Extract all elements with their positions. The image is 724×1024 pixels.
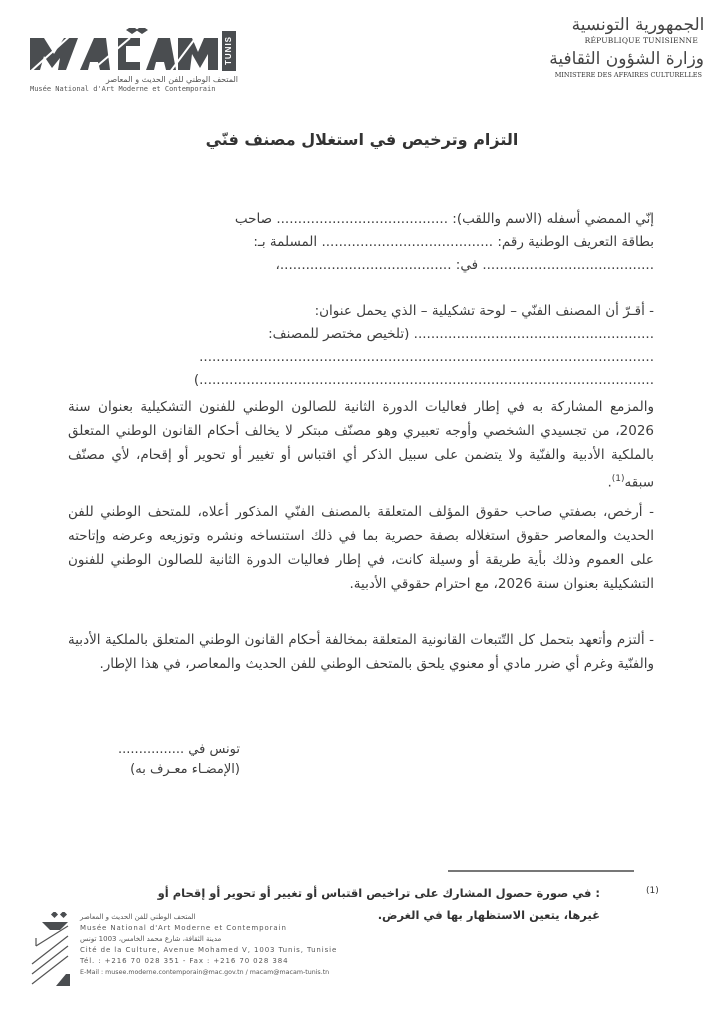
signature-block xyxy=(80,740,240,780)
ministry-arabic: وزارة الشؤون الثقافية xyxy=(549,49,704,69)
artwork-title-line: - أقـرّ أن المصنف الفنّي – لوحة تشكيلية – الذي يحمل عنوان: xyxy=(314,303,654,319)
footer-email: E-Mail : musee.moderne.contemporain@mac.gov.tn / macam@macam-tunis.tn xyxy=(80,969,330,976)
footer-contact xyxy=(80,912,342,978)
signature-place-date: تونس في ................ xyxy=(118,742,240,757)
footer-arabic-name: المتحف الوطني للفن الحديث و المعاصر xyxy=(80,913,196,921)
footer xyxy=(30,912,338,1002)
footnote-divider xyxy=(448,870,634,872)
footnote-text: : في صورة حصول المشارك على تراخيص اقتباس أو تغيير أو تحوير أو إقحام أو غيرها، يتعين الاستظهار بها في الغرض. xyxy=(157,886,600,922)
document-title: التزام وترخيص في استغلال مصنف فنّي xyxy=(205,130,519,149)
clause-1-text: والمزمع المشاركة به في إطار فعاليات الدورة الثانية للصالون الوطني للفنون التشكيلية بعنوان سنة 2026، من تجسيدي الشخصي وأوجه تعبيري وهو مصنّف مبتكر لا يخالف أحكام القانون الوطني المتعلق بالملكية الأدبية والفنّية ولا يتضمن على سبيل الذكر أي اقتباس أو تغيير أو تحوير أو إقحام، لأي مصنّف سبقه xyxy=(68,399,654,491)
id-card-field-line: بطاقة التعريف الوطنية رقم: ........................................ المسلمة بـ: xyxy=(253,234,654,250)
footnote-ref: (1) xyxy=(611,474,625,484)
artwork-summary-line-3: ..........................................................................................................) xyxy=(193,372,654,388)
republic-french: RÉPUBLIQUE TUNISIENNE xyxy=(584,36,698,45)
tunis-badge: TUNIS xyxy=(222,31,236,71)
footer-phone-fax: Tél. : +216 70 028 351 - Fax : +216 70 028 384 xyxy=(80,957,289,965)
museum-name-french: Musée National d'Art Moderne et Contemporain xyxy=(30,85,216,93)
macam-emblem-icon xyxy=(30,912,70,990)
clause-3-paragraph: - ألتزم وأتعهد بتحمل كل التّتبعات القانونية المتعلقة بمخالفة أحكام القانون الوطني المتعلق بالملكية الأدبية والفنّية وغرم أي ضرر مادي أو معنوي يلحق بالمتحف الوطني للفن الحديث والمعاصر، في هذا الإطار. xyxy=(68,632,654,672)
period: . xyxy=(607,474,612,491)
footer-french-name: Musée National d'Art Moderne et Contemporain xyxy=(80,924,287,932)
footer-french-address: Cité de la Culture, Avenue Mohamed V, 1003 Tunis, Tunisie xyxy=(80,946,338,954)
intro-section xyxy=(68,208,654,277)
footnote-number: (1) xyxy=(646,886,659,896)
artwork-summary-line: ........................................................ (تلخيص مختصر للمصنف: xyxy=(268,326,654,342)
issued-field-line: ........................................ في: ........................................، xyxy=(275,257,654,273)
footer-arabic-address: مدينة الثقافة، شارع محمد الخامس، 1003 تونس xyxy=(80,935,222,943)
clause-1-paragraph xyxy=(68,395,654,495)
name-field-line: إنّي الممضي أسفله (الاسم واللقب): ........................................ صاحب xyxy=(234,211,654,227)
signature-note: (الإمضـاء معـرف به) xyxy=(130,762,240,777)
artwork-summary-line-2: .......................................................................................................... xyxy=(199,349,654,365)
clause-1-fields xyxy=(68,300,654,392)
macam-wordmark-icon xyxy=(30,28,220,72)
republic-arabic: الجمهورية التونسية xyxy=(571,15,705,35)
ministry-french: MINISTERE DES AFFAIRES CULTURELLES xyxy=(554,71,702,79)
clause-2-paragraph: - أرخص، بصفتي صاحب حقوق المؤلف المتعلقة بالمصنف الفنّي المذكور أعلاه، للمتحف الوطني للفن الحديث والمعاصر حقوق استغلاله بصفة حصرية بما في ذلك استنساخه ونشره وتوزيعه وعرضه وإتاحته على العموم وذلك بأية طريقة أو وسيلة كانت، في إطار فعاليات الدورة الثانية للصالون الوطني للفنون التشكيلية بعنوان سنة 2026، مع احترام حقوقي الأدبية. xyxy=(68,504,654,592)
ministry-logo xyxy=(528,14,708,79)
macam-logo xyxy=(30,28,240,98)
museum-name-arabic: المتحف الوطني للفن الحديث و المعاصر xyxy=(105,75,238,84)
